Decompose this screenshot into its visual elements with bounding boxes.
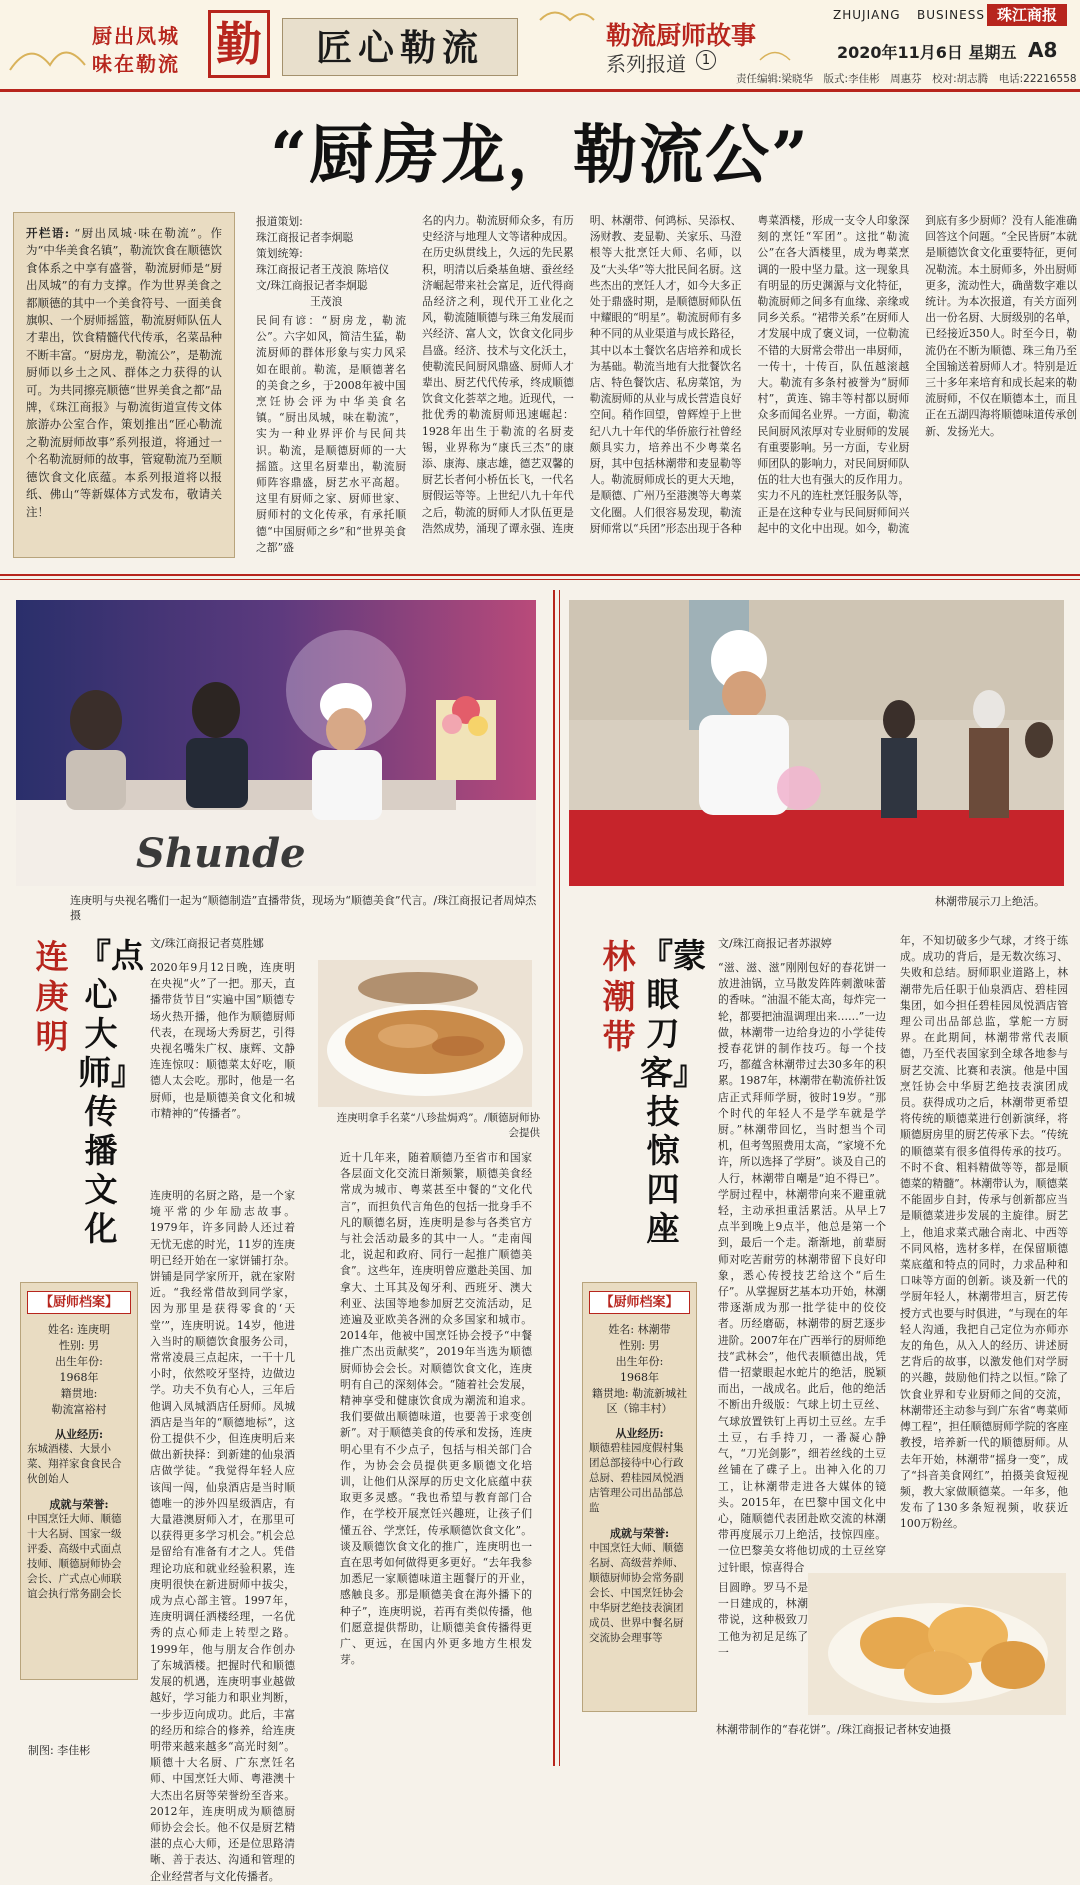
profile-birth-label: 出生年份: <box>615 1355 664 1368</box>
slogan-line-2: 味在勒流 <box>92 52 180 76</box>
section-divider <box>0 574 1080 580</box>
profile-title: 【厨师档案】 <box>589 1291 690 1314</box>
credit-line: 珠江商报记者李炯聪 <box>256 231 354 244</box>
profile-name: 姓名: 林潮带 <box>608 1323 671 1336</box>
chicken-dish <box>318 960 532 1107</box>
profile-origin-label: 籍贯地: <box>60 1387 98 1400</box>
stage-sign: Shunde <box>136 830 306 877</box>
slogan-line-1: 厨出凤城 <box>92 24 180 48</box>
spring-flower-cake-photo <box>808 1573 1066 1715</box>
credit-line: 策划统筹: <box>256 247 303 260</box>
profile-birth: 1968年 <box>59 1371 99 1384</box>
credit-line: 王茂浪 <box>310 295 343 308</box>
profile-honor-label: 成就与荣誉: <box>609 1527 670 1540</box>
knife-skill-photo <box>569 600 1064 886</box>
food-caption: 林潮带制作的“春花饼”。/珠江商报记者林安迪摄 <box>716 1723 951 1736</box>
profile-title: 【厨师档案】 <box>27 1291 131 1314</box>
credit-line: 文/珠江商报记者李炯聪 <box>256 279 368 292</box>
main-headline: “厨房龙，勒流公” <box>270 118 810 193</box>
report-credits <box>256 214 406 310</box>
article-column: “滋、滋、滋”刚刚包好的春花饼一放进油锅，立马散发阵阵刺激味蕾的香味。“油温不能太高，每炸完一轮，都要把油温调理出来……”一边做，林潮带一边给身边的小学徒传授春花饼的制作技巧。每一个技巧，都蕴含林潮带过去30多年的积累。1987年，林潮带在勒流侨社饭店正式拜师学厨，彼时19岁。“那个时代的年轻人不是学车就是学厨。”林潮带回忆，当时想当个司机，但考驾照费用太高，“家境不允许，所以选择了学厨”。谈及自己的人行，林潮带自嘲是“迫不得已”。学厨过程中，林潮带向来不避重就轻，主动承担重活累活。从早上7点半到晚上9点半，他总是第一个到，最后一个走。渐渐地，前辈厨师对吃苦耐劳的林潮带留下良好印象，悉心传授技艺给这个“后生仔”。从掌握厨艺基本功开始，林潮带逐渐成为那一批学徒中的佼佼者。历经磨砺，林潮带的厨艺逐步进阶。2007年在广西举行的厨师绝技“武林会”，他代表顺德出战，凭借一招蒙眼起水蛇片的绝活，脱颖而出，一战成名。此后，他的绝活不断出升级版：气球上切土豆丝、气球放置铁钉上再切土豆丝。左手土豆，右手持刀，一番凝心静气，“刀光剑影”，细若丝线的土豆丝铺在了碟子上。出神入化的刀工，让林潮带走进各大媒体的镜头。2015年，在巴黎中国文化中心，随顺德代表团赴欧交流的林潮带再度展示刀上绝活，技惊四座。一位巴黎美女将他切成的土豆丝穿过针眼，惊喜得合 <box>718 961 886 1574</box>
profile-experience: 顺德碧桂园度假村集团总部接待中心行政总厨、碧桂园凤悦酒店管理公司出品部总监 <box>589 1442 684 1514</box>
food-caption: 连庚明拿手名菜“八珍盐焗鸡”。/顺德厨师协会提供 <box>336 1112 540 1139</box>
article-column: 年，不知切破多少气球，才终于练成。成功的背后，是无数次练习、失败和总结。厨师职业道路上，林潮带先后任职于仙泉酒店、碧桂园集团，如今担任碧桂园凤悦酒店管理公司出品部总监，掌舵一方厨界。在此期间，林潮带常代表顺德，乃至代表国家到全球各地参与厨艺交流、比赛和表演。他是中国烹饪协会中华厨艺绝技表演团成员。获得成功之后，林潮带更希望将传统的顺德菜进行创新演绎，将顺德厨房里的厨艺传承下去。“传统的顺德菜有很多值得传承的技巧。不时不食、粗料精做等等，都是顺德菜的精髓”。林潮带认为，顺德菜不能固步自封，传承与创新都应当是顺德菜进步发展的主旋律。厨艺上，他追求菜式融合南北、中西等不同风格，选材多样，在保留顺德菜底蕴和特点的同时，力求品种和口味等方面的创新。谈及新一代的学厨年轻人，林潮带坦言，厨艺传授方式也要与时俱进，“与现在的年轻人沟通，我把自己定位为亦师亦友的角色，从入人的经历、讲述厨艺背后的故事，以激发他们对学厨的兴趣，鼓励他们持之以恒。”除了饮食业界和专业厨师之间的交流，林潮带还主动参与到广东省“粤菜师傅工程”，担任顺德厨师学院的客座教授，培养新一代的顺德厨师。从去年开始，林潮带“摇身一变”，成了“抖音美食网红”，拍摄美食短视频，教大家做顺德菜。一年多，他发布了130多条短视频，收获近100万粉丝。 <box>900 934 1068 1531</box>
newspaper-logo: 珠江商报 <box>987 4 1067 26</box>
series-subtitle: 系列报道 <box>606 52 686 76</box>
series-title: 勒流厨师故事 <box>606 21 757 50</box>
city-label: ZHUJIANG <box>833 8 901 22</box>
byline: 文/珠江商报记者苏淑婷 <box>718 937 832 950</box>
livestream-photo <box>16 600 536 886</box>
top-article-body: 名的内力。勒流厨师众多，有历史经济与地理人文等诸种成因。在历史纵贯线上，久远的先民累积，明清以后桑基鱼塘、蚕丝经济崛起带来社会富足，近代得商品经济之利，现代开工业化之风，勒流随顺德与珠三角发展而兴经济、富人文，饮食文化同步昌盛。经济、技术与文化沃土，使勒流民间厨风鼎盛、厨师人才辈出、厨艺代代传承，终成顺德饮食文化荟萃之地。近现代，一批优秀的勒流厨师迅速崛起：1928年出生于勒流的名厨麦锡，业界称为“康氏三杰”的康添、康海、康志雄，德艺双馨的厨艺长者何小桥伍长飞，一代名厨假运等等。上世纪八九十年代之后，勒流的厨师人才队伍更是浩然成势，涌现了谭永强、连庚明、林潮带、何鸿标、吴添权、汤财教、麦显勒、关家乐、马澄根等大批烹饪大师、名师，以及“大头华”等大批民间名厨。这些杰出的烹饪人才，如今大多正处于鼎盛时期，是顺德厨师队伍中耀眼的“明星”。勒流厨师有多种不同的从业渠道与成长路径，其中以本土餐饮名店培养和成长为基础。勒流当地有大批餐饮名店、特色餐饮店、私房菜馆，为勒流厨师的从业与成长营造良好空间。稍作回望，曾辉煌于上世纪八九十年代的华侨旅行社曾经颇具实力，培养出不少粤菜名厨，其中包括林潮带和麦显勒等人。勒流厨师成长的更大天地，是顺德、广州乃至港澳等大粤菜文化圈。人们很容易发现，勒流厨师常以“兵团”形态出现于各种粤菜酒楼，形成一支令人印象深刻的烹饪“军团”。这批“勒流公”在各大酒楼里，成为粤菜烹调的一股中坚力量。这一现象具有明显的历史渊源与文化特征，勒流厨师之间多有血缘、亲缘或同乡关系。“裙带关系”在厨师人才发展中成了褒义词，一位勒流不错的大厨常会带出一串厨师，一传十，十传百，队伍越滚越大。勒流有多条村被誉为“厨师村”，黄连、锦丰等村都以厨师众多而闻名业界。一方面，勒流民间厨风浓厚对专业厨师的发展有重要影响。另一方面，专业厨师团队的影响力，对民间厨师队伍的壮大也有强大的反作用力。实力不凡的连杜烹饪服务队等，正是在这种专业与民间厨师间兴起中的文化中出现。如今，勒流到底有多少厨师？没有人能准确回答这个问题。“全民皆厨”本就是顺德饮食文化重要特征，更何况勒流。本土厨师多，外出厨师更多，流动性大，确凿数字难以统计。为本次报道，有关方面列出一份名厨、大厨级别的名单，已经接近350人。时至今日，勒流仍在不断为顺德、珠三角乃至全国输送着厨师人才。特别是近三十多年来培育和成长起来的勒流厨师，不仅在顺德本土，而且正在五湖四海将顺德味道传承创新、发扬光大。 <box>422 214 1077 535</box>
profile-birth: 1968年 <box>620 1371 659 1384</box>
chef-profile-box <box>20 1282 138 1680</box>
profile-honor: 中国烹饪大师、顺德十大名厨、国家一级评委、高级中式面点技师、顺德厨师协会会长、广式点心师联谊会执行常务副会长 <box>27 1513 122 1600</box>
profile-experience: 东城酒楼、大景小菜、翔祥家食食民合伙创始人 <box>27 1443 122 1485</box>
byline: 文/珠江商报记者莫胜娜 <box>150 937 264 950</box>
chef-name: 林潮带 <box>602 937 636 1056</box>
profile-honor-label: 成就与荣誉: <box>49 1498 109 1511</box>
profile-birth-label: 出生年份: <box>55 1355 103 1368</box>
photo-caption: 林潮带展示刀上绝活。 <box>935 895 1045 908</box>
graphics-credit: 制图: 李佳彬 <box>28 1744 91 1757</box>
photo-caption: 连庚明与央视名嘴们一起为“顺德制造”直播带货，现场为“顺德美食”代言。/珠江商报记者周焯杰摄 <box>70 894 537 922</box>
profile-gender: 性别: 男 <box>619 1339 660 1352</box>
issue-date: 2020年11月6日 星期五 <box>837 43 1017 62</box>
article-title: 『蒙眼刀客』技惊四座 <box>640 936 706 1248</box>
article-title: 『点心大师』传播文化 <box>78 936 144 1248</box>
intro-box <box>13 212 235 558</box>
article-column: 近十几年来，随着顺德乃至省市和国家各层面文化交流日渐频繁，顺德美食经常成为城市、粤菜甚至中餐的“文化代言”，而担负代言角色的包括一批身手不凡的顺德名厨，连庚明是参与各类官方与社会活动最多的其中一人。“走南闯北，说起和政府、同行一起推广顺德美食”。这些年，连庚明曾应邀赴美国、加拿大、土耳其及匈牙利、西班牙、澳大利亚、法国等地参加厨艺交流活动，足迹遍及亚欧美各洲的众多国家和城市。2014年，他被中国烹饪协会授予“中餐推广杰出贡献奖”，2019年当选为顺德厨师协会会长。对顺德饮食文化，连庚明有自己的深刻体会。“随着社会发展，精神享受和健康饮食成为潮流和追求。我们要做出顺德味道，也要善于求变创新”。对于顺德美食的传承和发扬，连庚明心里有不少点子，包括与相关部门合作，为协会会员提供更多顺德文化培训，让他们从深厚的历史文化底蕴中获取更多灵感。“我也希望与教育部门合作，在学校开展烹饪兴趣班，让孩子们懂五谷、学烹饪，传承顺德饮食文化”。谈及顺德饮食文化的推广，连庚明也一直在思考如何做得更多更好。“去年我参加悉尼一家顺德味道主题餐厅的开业，感触良多。那是顺德美食在海外播下的种子”，连庚明说，若再有类似传播，他们愿意提供帮助，让顺德美食传播得更广、更远，在国内外更多地方生根发芽。 <box>340 1151 532 1667</box>
editor-credits: 责任编辑:梁晓华 版式:李佳彬 周惠芬 校对:胡志腾 电话:22216558 <box>736 73 1077 85</box>
credit-line: 报道策划: <box>256 215 303 228</box>
profile-origin: 勒流富裕村 <box>51 1403 107 1416</box>
section-label: BUSINESS <box>917 8 985 22</box>
profile-origin: 籍贯地: 勒流新城社区（锦丰村） <box>591 1387 688 1415</box>
column-banner: 匠心勒流 <box>282 18 518 76</box>
salt-baked-chicken-photo <box>318 960 532 1107</box>
seal-stamp: 勤 <box>208 10 270 78</box>
page-number: A8 <box>1028 38 1058 62</box>
chef-name: 连庚明 <box>35 937 69 1056</box>
chef-profile-box <box>582 1282 697 1712</box>
profile-gender: 性别: 男 <box>58 1339 100 1352</box>
article-column: 连庚明的名厨之路，是一个家境平常的少年励志故事。1979年，许多同龄人还过着无忧无虑的时光，11岁的连庚明已经开始在一家饼铺打杂。饼铺是同学家所开，就在家附近。“我经常借故到同学家，因为那里是获得零食的‘天堂’”，连庚明说。14岁，他进入当时的顺德饮食服务公司，常常凌晨三点起床，一干十几小时，依然咬牙坚持，边做边学。功夫不负有心人，三年后他调入凤城酒店任厨师。凤城酒店是当年的“顺德地标”，这份工提供不少，但连庚明后来做出新抉择：到新建的仙泉酒店做学徒。“我觉得年轻人应该闯一闯，仙泉酒店是当时顺德唯一的涉外四星级酒店，有大量港澳厨师入才，在那里可以获得更多学习机会。”机会总是留给有准备有才之人。凭借理论功底和就业经验积累，连庚明很快在新进厨师中拔尖，成为点心部主管。1997年，连庚明调任洒楼经理，一名优秀的点心师走上转型之路。1999年，他与朋友合作创办了东城酒楼。把握时代和顺德发展的机遇，连庚明事业越做越好，学习能力和职业判断，一步步迈向成功。此后，丰富的经历和综合的修养，给连庚明带来越来越多“高光时刻”。顺德十大名厨、广东烹饪名师、中国烹饪大师、粤港澳十大杰出名厨等荣誉纷至沓来。2012年，连庚明成为顺德厨师协会会长。他不仅是厨艺精湛的点心大师，还是位思路清晰、善于表达、沟通和管理的企业经营者与文化传播者。 <box>150 1189 295 1883</box>
profile-honor: 中国烹饪大师、顺德名厨、高级营养师、顺德厨师协会常务副会长、中国烹饪协会中华厨艺绝技表演团成员、世界中餐名厨交流协会理事等 <box>589 1542 684 1644</box>
article-column: 2020年9月12日晚，连庚明在央视“火”了一把。那天，直播带货节目“实遍中国”顺德专场火热开播，他作为顺德厨师代表，在现场大秀厨艺，引得央视名嘴朱广权、康辉、文静连连惊叹：顺德菜太好吃，顺德人太会吃。那时，他是一名厨师，也是顺德美食文化和城市精神的“传播者”。 <box>150 961 295 1120</box>
fried-pastry-dish <box>808 1573 1066 1715</box>
article-column: 目圆睁。罗马不是一日建成的，林潮带说，这种极致刀工他为初足足练了一 <box>718 1581 808 1659</box>
intro-text: “厨出凤城·味在勒流”。作为“中华美食名镇”，勒流饮食在顺德饮食体系之中享有盛誉，勒流厨师是“厨出凤城”的有力支撑。作为世界美食之都顺德的其中一个美食符号、一面美食旗帜、一个厨师摇篮，勒流厨师队伍人才辈出，饮食精髓代代传承，名菜品种不断丰富。“厨房龙，勒流公”，是勒流厨师以乡土之风、群体之力获得的认可。为共同擦亮顺德“世界美食之都”品牌，《珠江商报》与勒流街道宣传文体旅游办公室合作，策划推出“匠心勒流之勒流厨师故事”系列报道，将通过一个名勒流厨师的故事，管窥勒流乃至顺德饮食文化底蕴。本系列报道将以报纸、佛山“等新媒体方式发布，敬请关注！ <box>26 226 222 519</box>
profile-experience-label: 从业经历: <box>615 1427 664 1440</box>
column-divider <box>553 590 560 1766</box>
credit-line: 珠江商报记者王茂浪 陈培仪 <box>256 263 389 276</box>
profile-name: 姓名: 连庚明 <box>47 1323 111 1336</box>
profile-experience-label: 从业经历: <box>54 1428 104 1441</box>
series-number: 1 <box>696 50 716 70</box>
knife-skill-scene <box>569 600 1064 886</box>
intro-label: 开栏语: <box>26 226 70 240</box>
top-article-column: 民间有谚：“厨房龙，勒流公”。六字如风，简洁生猛，勒流厨师的群体形象与实力风采如在眼前。勒流，是顺德著名的美食之乡，于2008年被中国烹饪协会评为中华美食名镇。“厨出凤城，味在勒流”，实为一种业界评价与民间共识。勒流，是顺德厨师的一大摇篮。这里名厨辈出，勒流厨师阵容鼎盛，厨艺水平高超。这里有厨师之家、厨师世家、厨师村的文化传承，有承托顺德“中国厨师之乡”和“世界美食之都”盛 <box>256 314 406 554</box>
